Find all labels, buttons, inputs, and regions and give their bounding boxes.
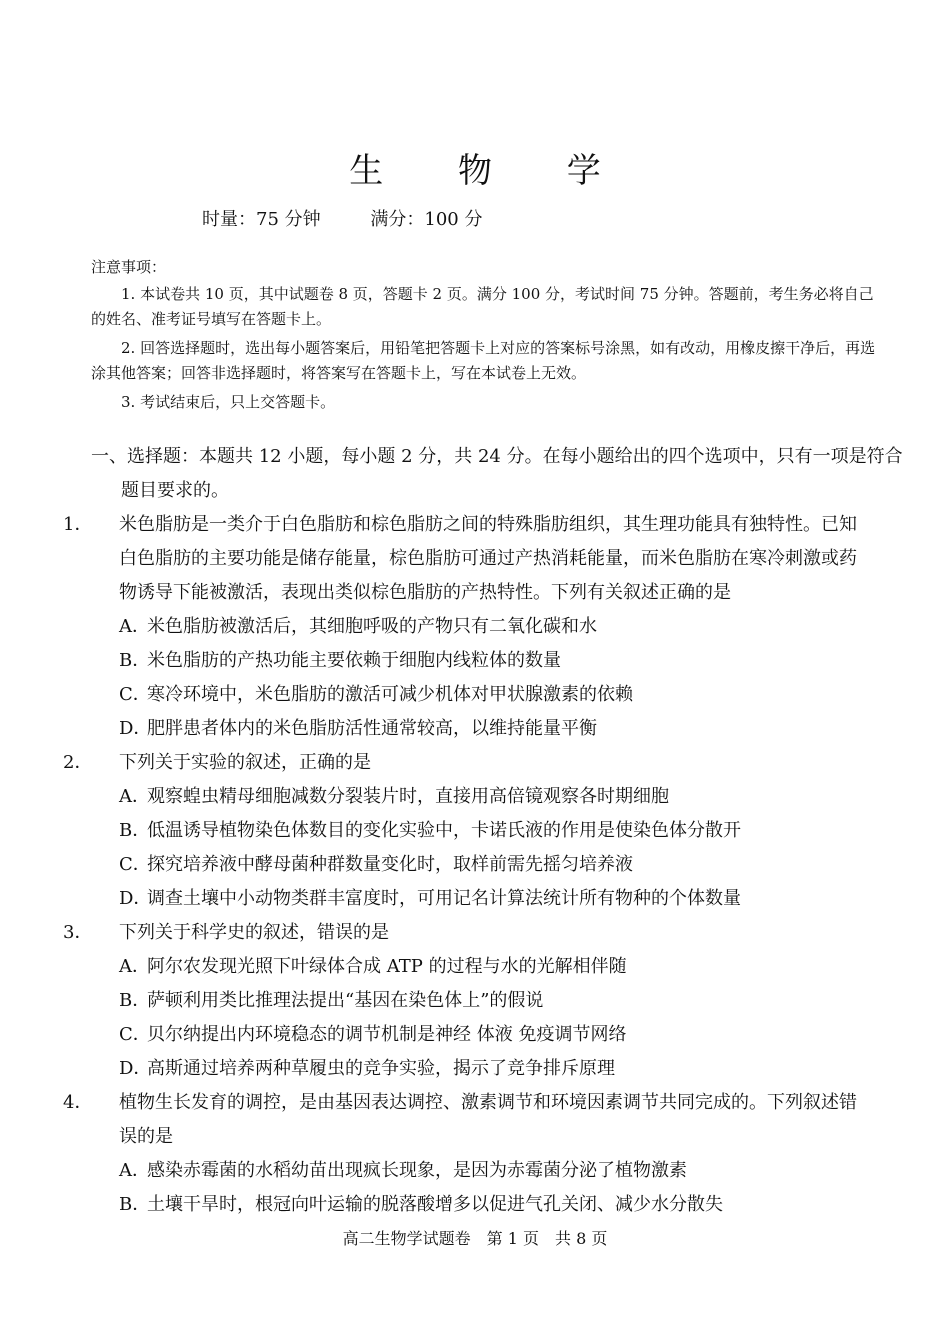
question-number: 2．	[63, 752, 93, 773]
section-heading: 一、选择题：本题共 12 小题，每小题 2 分，共 24 分。在每小题给出的四个选项中，只有一项是符合题目要求的。	[91, 446, 903, 501]
option-a: A．阿尔农发现光照下叶绿体合成 ATP 的过程与水的光解相伴随	[119, 956, 627, 977]
page-footer: 高二生物学试题卷 第 1 页 共 8 页	[342, 1229, 608, 1248]
option-a: A．感染赤霉菌的水稻幼苗出现疯长现象，是因为赤霉菌分泌了植物激素	[119, 1160, 687, 1181]
question-number: 1．	[63, 514, 93, 535]
time-limit: 时量：75 分钟	[202, 209, 321, 230]
page-title: 生 物 学	[349, 151, 633, 191]
option-c: C．寒冷环境中，米色脂肪的激活可减少机体对甲状腺激素的依赖	[119, 684, 633, 705]
option-d: D．调查土壤中小动物类群丰富度时，可用记名计算法统计所有物种的个体数量	[119, 888, 741, 909]
exam-meta	[202, 205, 482, 231]
option-d: D．肥胖患者体内的米色脂肪活性通常较高，以维持能量平衡	[119, 718, 597, 739]
notice-item: 1. 本试卷共 10 页，其中试题卷 8 页，答题卡 2 页。满分 100 分，考试时间 75 分钟。答题前，考生务必将自己的姓名、准考证号填写在答题卡上。	[91, 285, 874, 328]
option-b: B．土壤干旱时，根冠向叶运输的脱落酸增多以促进气孔关闭、减少水分散失	[119, 1194, 723, 1215]
question-number: 3．	[63, 922, 93, 943]
option-a: A．米色脂肪被激活后，其细胞呼吸的产物只有二氧化碳和水	[119, 616, 597, 637]
notice-heading: 注意事项：	[91, 258, 167, 276]
full-score: 满分：100 分	[370, 209, 483, 230]
question-stem: 4． 植物生长发育的调控，是由基因表达调控、激素调节和环境因素调节共同完成的。下列叙述错误的是	[91, 1086, 871, 1154]
question-stem: 3． 下列关于科学史的叙述，错误的是	[91, 916, 871, 950]
question-4	[63, 1086, 871, 1222]
option-c: C．探究培养液中酵母菌种群数量变化时，取样前需先摇匀培养液	[119, 854, 633, 875]
option-b: B．米色脂肪的产热功能主要依赖于细胞内线粒体的数量	[119, 650, 561, 671]
notice-item: 3. 考试结束后，只上交答题卡。	[121, 393, 336, 411]
option-d: D．高斯通过培养两种草履虫的竞争实验，揭示了竞争排斥原理	[119, 1058, 615, 1079]
question-2	[63, 746, 871, 916]
option-a: A．观察蝗虫精母细胞减数分裂装片时，直接用高倍镜观察各时期细胞	[119, 786, 669, 807]
question-3	[63, 916, 871, 1086]
question-stem: 2． 下列关于实验的叙述，正确的是	[91, 746, 871, 780]
question-stem: 1． 米色脂肪是一类介于白色脂肪和棕色脂肪之间的特殊脂肪组织，其生理功能具有独特性。已知白色脂肪的主要功能是储存能量，棕色脂肪可通过产热消耗能量，而米色脂肪在寒冷刺激或药物诱导下能被激活，表现出类似棕色脂肪的产热特性。下列有关叙述正确的是	[91, 508, 871, 610]
option-c: C．贝尔纳提出内环境稳态的调节机制是神经 体液 免疫调节网络	[119, 1024, 627, 1045]
question-number: 4．	[63, 1092, 93, 1113]
option-b: B．低温诱导植物染色体数目的变化实验中，卡诺氏液的作用是使染色体分散开	[119, 820, 741, 841]
question-1	[63, 508, 871, 746]
notice-item: 2. 回答选择题时，选出每小题答案后，用铅笔把答题卡上对应的答案标号涂黑，如有改动，用橡皮擦干净后，再选涂其他答案；回答非选择题时，将答案写在答题卡上，写在本试卷上无效。	[91, 339, 876, 382]
option-b: B．萨顿利用类比推理法提出“基因在染色体上”的假说	[119, 990, 544, 1011]
